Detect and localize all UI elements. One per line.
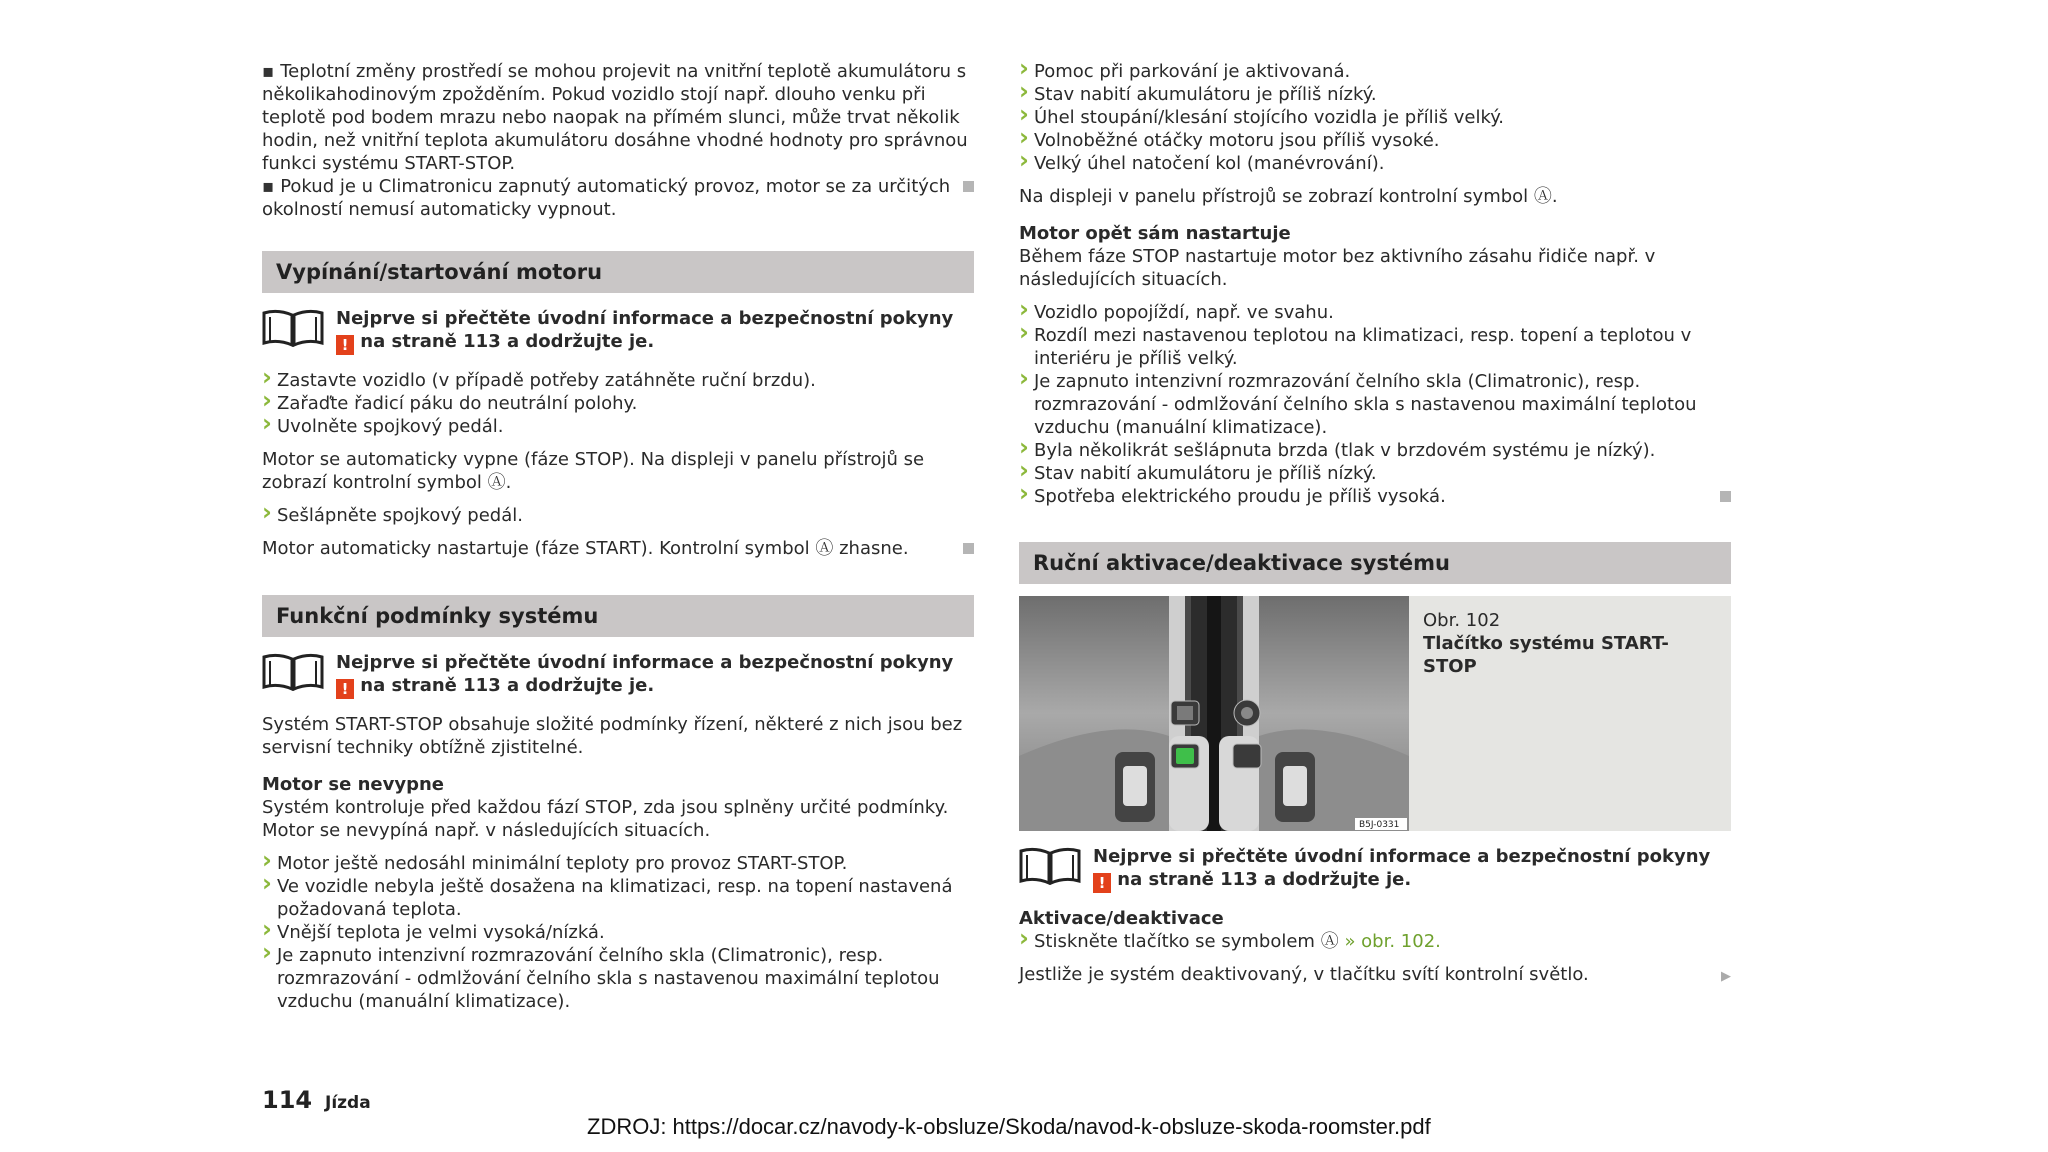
para2-row [262, 537, 974, 560]
figure-title: Tlačítko systému START-STOP [1423, 633, 1669, 677]
end-mark-icon [963, 181, 974, 192]
list-item: › Stav nabití akumulátoru je příliš nízký. [1019, 83, 1731, 106]
paragraph: Motor se automaticky vypne (fáze STOP). Na displeji v panelu přístrojů se zobrazí kontrolní symbol Ⓐ. [262, 449, 925, 493]
start-stop-button-photo [1019, 596, 1409, 831]
list-item: › Spotřeba elektrického proudu je příliš vysoká. [1019, 485, 1731, 508]
list-item: › Je zapnuto intenzivní rozmrazování čelního skla (Climatronic), resp. rozmrazování - odmlžování čelního skla s nastavenou maximální teplotou vzduchu (manuální klimatizace). [262, 944, 974, 1013]
list-item: › Volnoběžné otáčky motoru jsou příliš vysoké. [1019, 129, 1731, 152]
paragraph: Na displeji v panelu přístrojů se zobrazí kontrolní symbol Ⓐ. [1019, 186, 1558, 207]
paragraph: Systém kontroluje před každou fází STOP, zda jsou splněny určité podmínky. Motor se nevypíná např. v následujících situacích. [262, 797, 949, 841]
subheading: Aktivace/deaktivace [1019, 908, 1224, 929]
paragraph: Motor automaticky nastartuje (fáze START). Kontrolní symbol Ⓐ zhasne. [262, 538, 909, 559]
subheading: Motor opět sám nastartuje [1019, 223, 1291, 244]
section-title-stop-start: Vypínání/startování motoru [262, 251, 974, 293]
intro-bullet-1: ▪ Teplotní změny prostředí se mohou projevit na vnitřní teplotě akumulátoru s několikahodinovým zpožděním. Pokud vozidlo stojí např. dlouho venku při teplotě pod bodem mrazu nebo naopak na přímém slunci, může trvat několik hodin, než vnitřní teplota akumulátoru dosáhne vhodné hodnoty pro správnou funkci systému START-STOP. [262, 60, 974, 175]
list-item: › Pomoc při parkování je aktivovaná. [1019, 60, 1731, 83]
book-icon [262, 307, 324, 347]
list-item: › Uvolněte spojkový pedál. [262, 415, 974, 438]
info-text-after: na straně 113 a dodržujte je. [360, 675, 655, 696]
subheading: Motor se nevypne [262, 774, 444, 795]
list-item: › Motor ještě nedosáhl minimální teploty pro provoz START-STOP. [262, 852, 974, 875]
list-item: › Byla několikrát sešlápnuta brzda (tlak v brzdovém systému je nízký). [1019, 439, 1731, 462]
figure-number: Obr. 102 [1423, 610, 1501, 631]
steps-list-2 [262, 504, 974, 527]
list-item: › Vnější teplota je velmi vysoká/nízká. [262, 921, 974, 944]
figure-code: B5J-0331 [1359, 820, 1400, 830]
paragraph: Systém START-STOP obsahuje složité podmínky řízení, některé z nich jsou bez servisní techniky obtížně zjistitelné. [262, 714, 963, 758]
info-text-after: na straně 113 a dodržujte je. [360, 331, 655, 352]
page-number: 114 [262, 1086, 313, 1114]
list-item [1019, 930, 1731, 953]
figure-link[interactable]: » obr. 102. [1344, 931, 1441, 952]
figure-102 [1019, 596, 1731, 831]
list-item: › Zastavte vozidlo (v případě potřeby zatáhněte ruční brzdu). [262, 369, 974, 392]
section-title-conditions: Funkční podmínky systému [262, 595, 974, 637]
end-mark-icon [963, 543, 974, 554]
info-box [262, 307, 974, 355]
source-caption: ZDROJ: https://docar.cz/navody-k-obsluze/Skoda/navod-k-obsluze-skoda-roomster.pdf [587, 1114, 1431, 1139]
list-item: › Je zapnuto intenzivní rozmrazování čelního skla (Climatronic), resp. rozmrazování - odmlžování čelního skla s nastavenou maximální teplotou vzduchu (manuální klimatizace). [1019, 370, 1731, 439]
list-item: › Vozidlo popojíždí, např. ve svahu. [1019, 301, 1731, 324]
list-item: › Velký úhel natočení kol (manévrování). [1019, 152, 1731, 175]
right-column [1019, 60, 1731, 988]
info-text-before: Nejprve si přečtěte úvodní informace a bezpečnostní pokyny [336, 652, 954, 673]
figure-caption [1409, 596, 1731, 831]
activation-list [1019, 930, 1731, 953]
book-icon [1019, 845, 1081, 885]
warning-icon: ! [336, 679, 354, 699]
intro-bullet-2: ▪ Pokud je u Climatronicu zapnutý automatický provoz, motor se za určitých okolností nemusí automaticky vypnout. [262, 175, 974, 221]
paragraph: Během fáze STOP nastartuje motor bez aktivního zásahu řidiče např. v následujících situacích. [1019, 246, 1656, 290]
list-item: › Zařaďte řadicí páku do neutrální polohy. [262, 392, 974, 415]
top-list [1019, 60, 1731, 175]
page-section: Jízda [325, 1093, 371, 1113]
section-title-manual: Ruční aktivace/deaktivace systému [1019, 542, 1731, 584]
final-para-row [1019, 963, 1731, 986]
book-icon [262, 651, 324, 691]
info-box [262, 651, 974, 699]
end-mark-icon [1720, 491, 1731, 502]
activation-step: Stiskněte tlačítko se symbolem Ⓐ [1034, 931, 1339, 952]
list-item: › Stav nabití akumulátoru je příliš nízký. [1019, 462, 1731, 485]
info-text-after: na straně 113 a dodržujte je. [1117, 869, 1412, 890]
steps-list [262, 369, 974, 438]
list-item: › Rozdíl mezi nastavenou teplotou na klimatizaci, resp. topení a teplotou v interiéru je příliš velký. [1019, 324, 1731, 370]
conditions-list [262, 852, 974, 1013]
paragraph: Jestliže je systém deaktivovaný, v tlačítku svítí kontrolní světlo. [1019, 964, 1589, 985]
list-item: › Sešlápněte spojkový pedál. [262, 504, 974, 527]
info-text-before: Nejprve si přečtěte úvodní informace a bezpečnostní pokyny [1093, 846, 1711, 867]
list-item: › Ve vozidle nebyla ještě dosažena na klimatizaci, resp. na topení nastavená požadovaná teplota. [262, 875, 974, 921]
restart-list [1019, 301, 1731, 508]
continue-arrow-icon: ▶ [1721, 969, 1731, 984]
list-item: › Úhel stoupání/klesání stojícího vozidla je příliš velký. [1019, 106, 1731, 129]
intro-bullet-2-row [262, 175, 974, 221]
left-column [262, 60, 974, 1013]
warning-icon: ! [336, 335, 354, 355]
info-text-before: Nejprve si přečtěte úvodní informace a bezpečnostní pokyny [336, 308, 954, 329]
info-box [1019, 845, 1731, 893]
warning-icon: ! [1093, 873, 1111, 893]
